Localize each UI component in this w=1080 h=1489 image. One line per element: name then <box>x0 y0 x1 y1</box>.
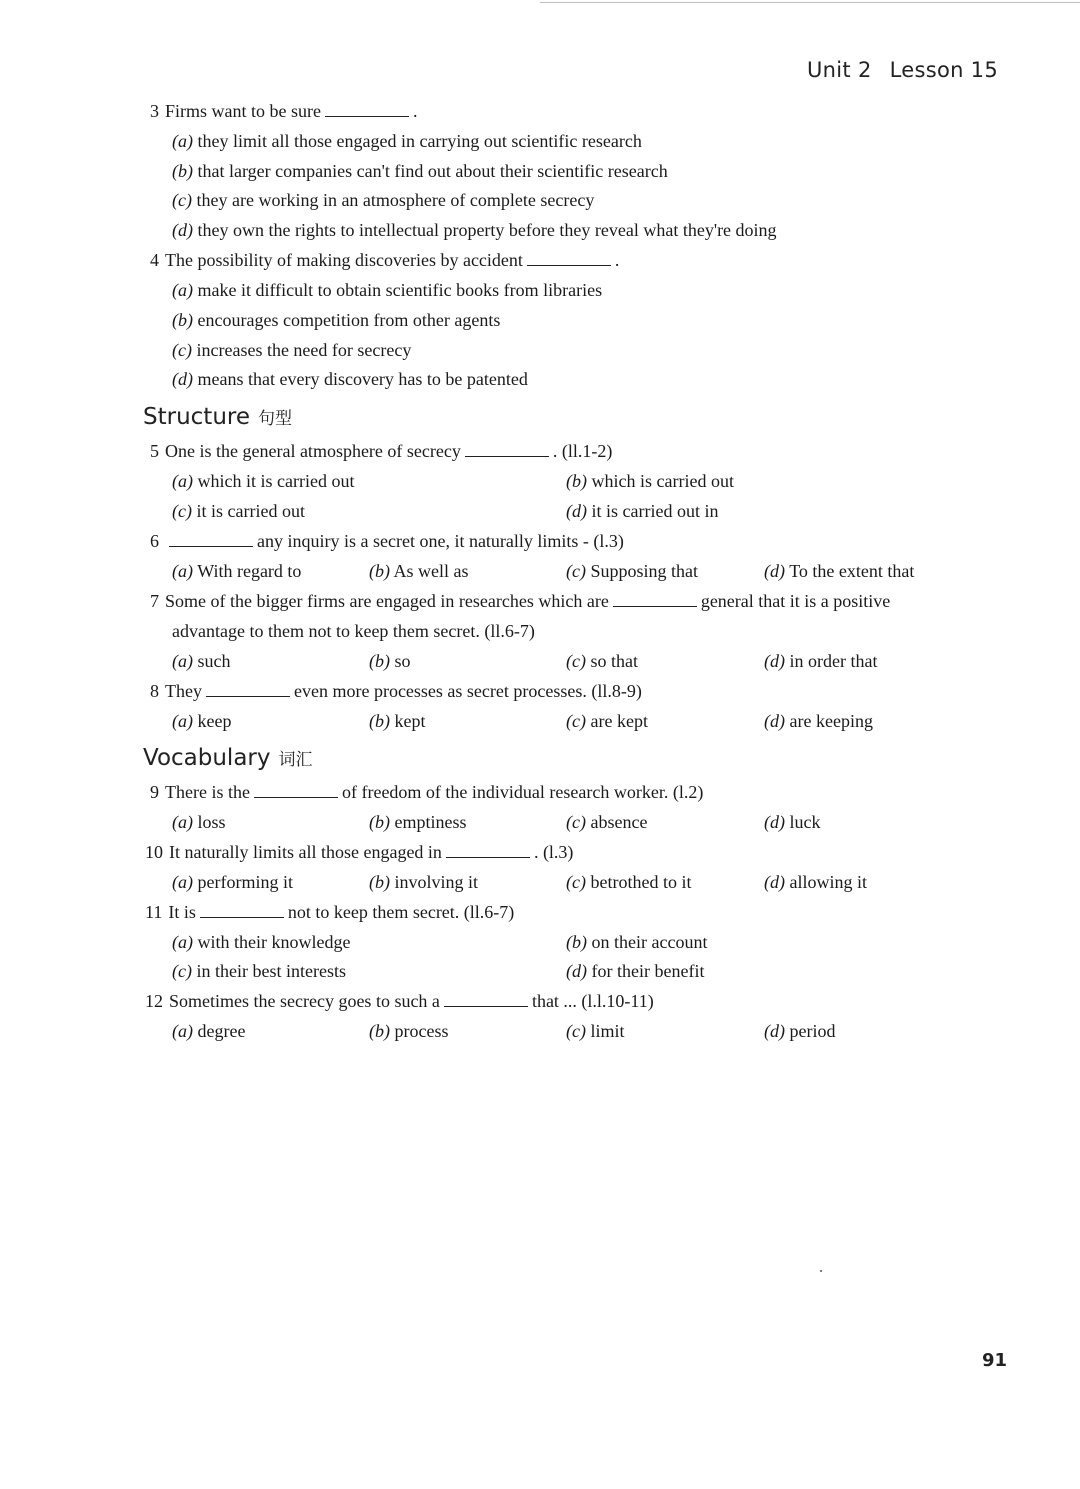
answer-blank <box>465 442 549 457</box>
answer-blank <box>325 102 409 117</box>
question-8-option-d: (d) are keeping <box>764 711 873 731</box>
question-10-option-d: (d) allowing it <box>764 872 867 892</box>
question-7-stem: 7 Some of the bigger firms are engaged in researches which are general that it is a positive <box>150 591 891 611</box>
question-7-option-b: (b) so <box>369 651 411 671</box>
question-5-option-a: (a) which it is carried out <box>172 471 355 491</box>
question-7-option-a: (a) such <box>172 651 231 671</box>
page-header <box>807 58 998 82</box>
question-6-option-c: (c) Supposing that <box>566 561 698 581</box>
question-5-option-d: (d) it is carried out in <box>566 501 719 521</box>
question-12-option-b: (b) process <box>369 1021 449 1041</box>
question-7-stem-continued: advantage to them not to keep them secret. (ll.6-7) <box>172 621 535 641</box>
question-12-option-d: (d) period <box>764 1021 836 1041</box>
question-10-stem: 10 It naturally limits all those engaged in . (l.3) <box>145 842 574 862</box>
question-7-option-c: (c) so that <box>566 651 638 671</box>
answer-blank <box>254 783 338 798</box>
question-10-option-c: (c) betrothed to it <box>566 872 692 892</box>
answer-blank <box>527 251 611 266</box>
answer-blank <box>200 903 284 918</box>
question-12-option-c: (c) limit <box>566 1021 625 1041</box>
question-11-stem: 11 It is not to keep them secret. (ll.6-7) <box>145 902 515 922</box>
section-title-vocabulary: Vocabulary 词汇 <box>143 745 313 771</box>
lesson-label: Lesson 15 <box>889 58 998 82</box>
question-11-option-d: (d) for their benefit <box>566 961 705 981</box>
question-9-stem: 9 There is the of freedom of the individual research worker. (l.2) <box>150 782 704 802</box>
question-6-option-a: (a) With regard to <box>172 561 302 581</box>
question-8-option-a: (a) keep <box>172 711 232 731</box>
question-12-option-a: (a) degree <box>172 1021 246 1041</box>
question-12-stem: 12 Sometimes the secrecy goes to such a that ... (l.l.10-11) <box>145 991 654 1011</box>
question-5-stem: 5 One is the general atmosphere of secrecy . (ll.1-2) <box>150 441 613 461</box>
question-10-option-b: (b) involving it <box>369 872 479 892</box>
answer-blank <box>169 532 253 547</box>
answer-blank <box>206 682 290 697</box>
question-9-option-a: (a) loss <box>172 812 226 832</box>
section-title-structure: Structure 句型 <box>143 404 292 430</box>
unit-label: Unit 2 <box>807 58 872 82</box>
question-6-option-b: (b) As well as <box>369 561 469 581</box>
question-10-option-a: (a) performing it <box>172 872 293 892</box>
scan-speck <box>820 1270 822 1272</box>
question-4-option-a: (a) make it difficult to obtain scientific books from libraries <box>172 280 603 300</box>
question-11-option-b: (b) on their account <box>566 932 708 952</box>
question-3-option-a: (a) they limit all those engaged in carrying out scientific research <box>172 131 642 151</box>
question-11-option-a: (a) with their knowledge <box>172 932 351 952</box>
question-3-option-c: (c) they are working in an atmosphere of complete secrecy <box>172 190 595 210</box>
question-4-stem: 4 The possibility of making discoveries by accident . <box>150 250 620 270</box>
answer-blank <box>446 843 530 858</box>
question-4-option-c: (c) increases the need for secrecy <box>172 340 412 360</box>
question-9-option-c: (c) absence <box>566 812 648 832</box>
question-9-option-d: (d) luck <box>764 812 821 832</box>
question-4-option-b: (b) encourages competition from other agents <box>172 310 501 330</box>
question-8-option-b: (b) kept <box>369 711 426 731</box>
question-3-option-d: (d) they own the rights to intellectual property before they reveal what they're doing <box>172 220 777 240</box>
question-5-option-c: (c) it is carried out <box>172 501 305 521</box>
question-3-stem: 3 Firms want to be sure . <box>150 101 418 121</box>
question-9-option-b: (b) emptiness <box>369 812 467 832</box>
question-8-option-c: (c) are kept <box>566 711 648 731</box>
question-5-option-b: (b) which is carried out <box>566 471 734 491</box>
question-3-option-b: (b) that larger companies can't find out about their scientific research <box>172 161 668 181</box>
answer-blank <box>613 592 697 607</box>
question-8-stem: 8 They even more processes as secret processes. (ll.8-9) <box>150 681 642 701</box>
question-6-option-d: (d) To the extent that <box>764 561 915 581</box>
question-6-stem: 6 any inquiry is a secret one, it naturally limits - (l.3) <box>150 531 624 551</box>
question-7-option-d: (d) in order that <box>764 651 878 671</box>
question-11-option-c: (c) in their best interests <box>172 961 346 981</box>
answer-blank <box>444 992 528 1007</box>
top-rule <box>540 2 1080 3</box>
question-4-option-d: (d) means that every discovery has to be patented <box>172 369 528 389</box>
page-number: 91 <box>982 1350 1008 1371</box>
